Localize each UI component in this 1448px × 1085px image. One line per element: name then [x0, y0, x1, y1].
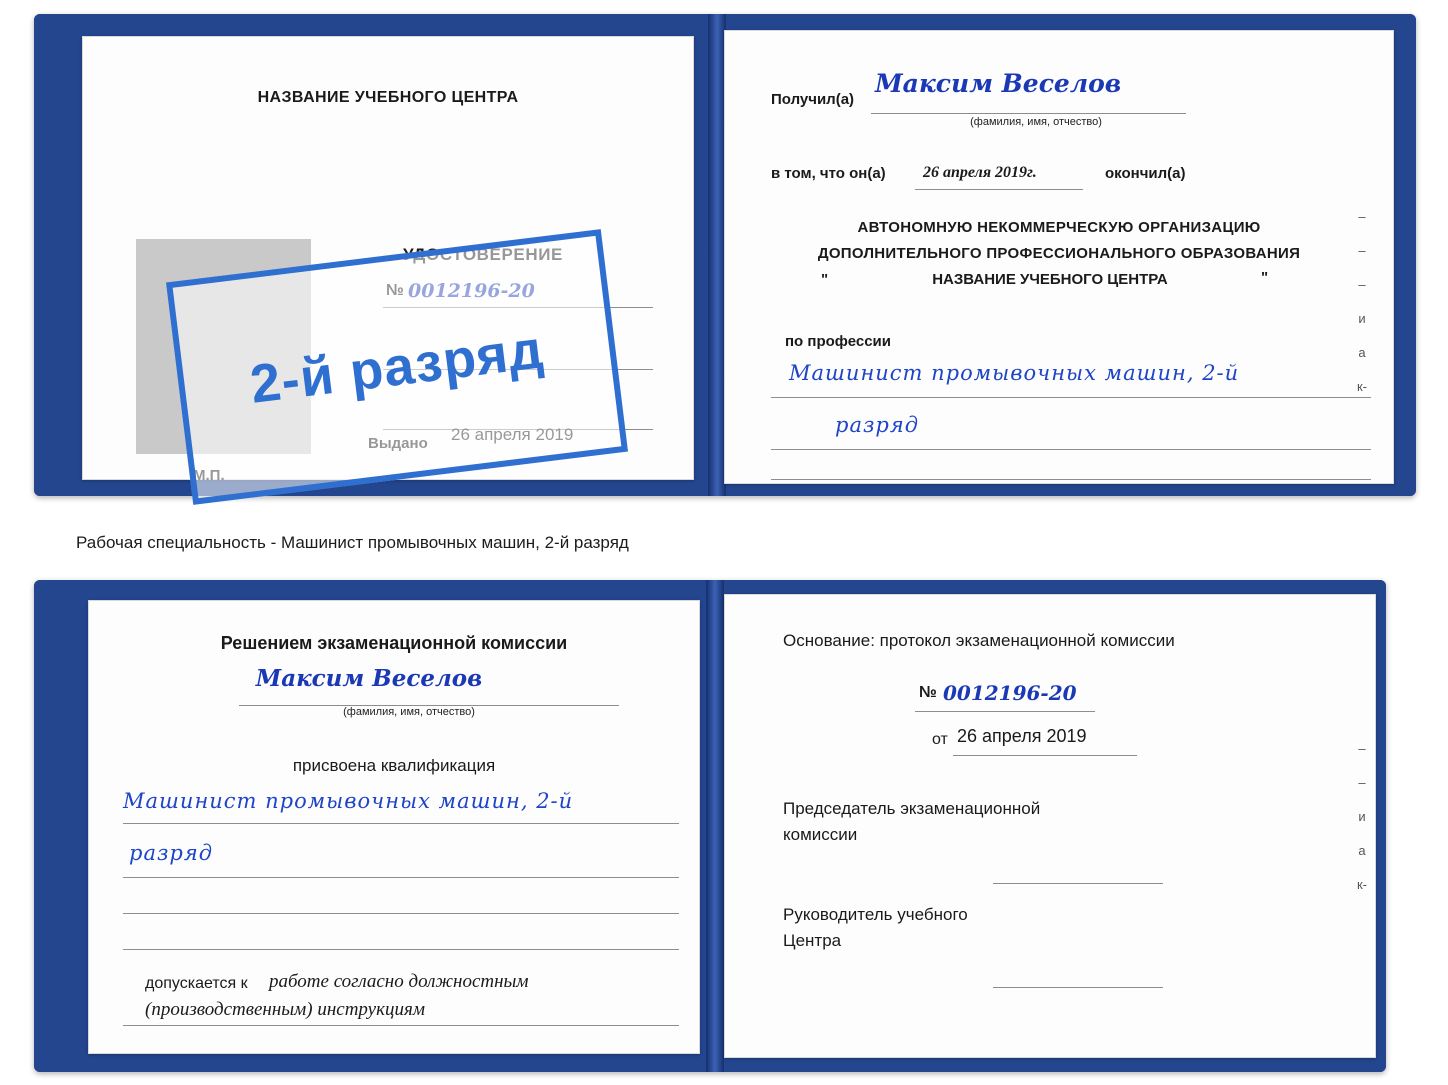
basis-label: Основание: протокол экзаменационной комиссии [783, 631, 1175, 650]
profession-rule-3 [771, 479, 1371, 480]
chairman-line-1: Председатель экзаменационной [783, 799, 1041, 818]
finished-label: окончил(а) [1105, 165, 1186, 182]
received-label: Получил(а) [771, 91, 855, 108]
head-line-1: Руководитель учебного [783, 905, 968, 924]
head-signature-rule [993, 987, 1163, 988]
training-center-title: НАЗВАНИЕ УЧЕБНОГО ЦЕНТРА [257, 89, 519, 106]
caption-text: Рабочая специальность - Машинист промывочных машин, 2-й разряд [76, 533, 629, 552]
qual-rule-2 [123, 877, 679, 878]
edge-strip-bottom [1350, 732, 1374, 902]
org-line-1: АВТОНОМНУЮ НЕКОММЕРЧЕСКУЮ ОРГАНИЗАЦИЮ [857, 219, 1261, 236]
from-date-rule [953, 755, 1137, 756]
org-quote-close: " [1261, 269, 1269, 286]
bottom-left-page [88, 600, 700, 1054]
profession-rule-2 [771, 449, 1371, 450]
qual-rule-3 [123, 913, 679, 914]
qualification-label: присвоена квалификация [292, 756, 496, 775]
edge-char: – [1358, 775, 1366, 790]
chairman-line-2: комиссии [783, 825, 858, 844]
qual-rule-4 [123, 949, 679, 950]
protocol-number-rule [915, 711, 1095, 712]
received-name: Максим Веселов [875, 69, 1122, 98]
finish-date: 26 апреля 2019г. [923, 164, 1037, 181]
finish-date-rule [915, 189, 1083, 190]
edge-char: – [1358, 277, 1366, 292]
qual-rule-1 [123, 823, 679, 824]
from-date: 26 апреля 2019 [957, 726, 1087, 746]
spine-bottom [706, 580, 724, 1072]
decision-title: Решением экзаменационной комиссии [220, 633, 568, 653]
profession-line-2: разряд [835, 413, 920, 437]
edge-char: – [1358, 741, 1366, 756]
qualification-line-1: Машинист промывочных машин, 2-й [123, 789, 574, 813]
protocol-number: 0012196-20 [943, 681, 1077, 705]
edge-char: и [1358, 809, 1366, 824]
decision-name: Максим Веселов [255, 665, 483, 692]
chairman-signature-rule [993, 883, 1163, 884]
fio-hint: (фамилия, имя, отчество) [970, 116, 1102, 128]
qualification-line-2: разряд [129, 841, 214, 865]
org-quote-open: " [821, 271, 829, 288]
edge-char: – [1358, 243, 1366, 258]
head-line-2: Центра [783, 931, 842, 950]
org-line-2: ДОПОЛНИТЕЛЬНОГО ПРОФЕССИОНАЛЬНОГО ОБРАЗОВАНИЯ [817, 245, 1301, 262]
edge-char: к- [1356, 379, 1368, 394]
received-rule [871, 113, 1186, 114]
edge-char: к- [1356, 877, 1368, 892]
bottom-right-page [724, 594, 1376, 1058]
from-label: от [932, 731, 948, 748]
edge-char: а [1358, 843, 1366, 858]
fio-hint: (фамилия, имя, отчество) [343, 706, 475, 718]
profession-line-1: Машинист промывочных машин, 2-й [789, 361, 1240, 385]
edge-char: а [1358, 345, 1366, 360]
that-he-label: в том, что он(а) [771, 165, 886, 182]
admitted-rule [123, 1025, 679, 1026]
admitted-line-1: работе согласно должностным [269, 971, 529, 992]
admitted-line-2: (производственным) инструкциям [145, 999, 425, 1020]
certificate-bottom [34, 580, 1386, 1072]
watermark-text: 2-й разряд [247, 319, 547, 415]
protocol-number-symbol: № [919, 684, 937, 701]
profession-label: по профессии [785, 333, 891, 350]
org-name: НАЗВАНИЕ УЧЕБНОГО ЦЕНТРА [932, 271, 1168, 288]
profession-rule-1 [771, 397, 1371, 398]
edge-strip-top [1350, 200, 1374, 404]
top-right-page [724, 30, 1394, 484]
admitted-label: допускается к [145, 975, 248, 992]
edge-char: – [1358, 209, 1366, 224]
edge-char: и [1358, 311, 1366, 326]
